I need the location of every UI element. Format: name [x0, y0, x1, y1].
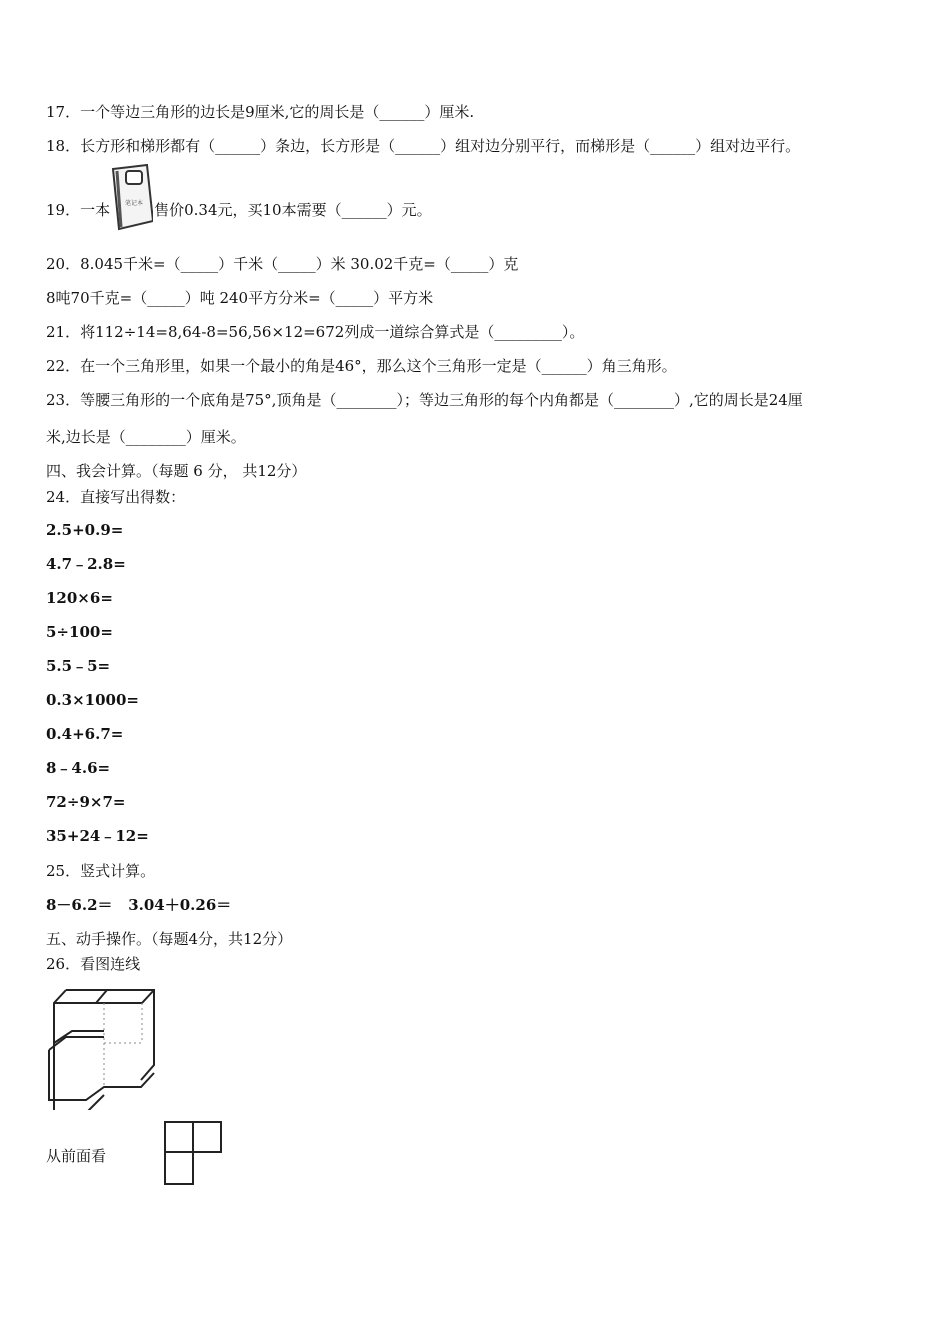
- calc-item: 0.3×1000=: [46, 691, 139, 709]
- question-24: 24．直接写出得数：: [46, 488, 186, 506]
- section-4-title: 四、我会计算。（每题 6 分， 共12分）: [46, 462, 307, 480]
- question-23-line1: 23．等腰三角形的一个底角是75°,顶角是（________）；等边三角形的每个内角都是（________）,它的周长是24厘: [46, 391, 803, 409]
- calc-item: 72÷9×7=: [46, 793, 126, 811]
- question-25-expressions: 8－6.2＝ 3.04＋0.26＝: [46, 896, 232, 914]
- question-21: 21．将112÷14=8,64-8=56,56×12=672列成一道综合算式是（_________）。: [46, 323, 585, 341]
- notebook-icon: [109, 163, 153, 233]
- calc-item: 4.7﹣2.8=: [46, 555, 126, 573]
- question-25: 25．竖式计算。: [46, 862, 156, 880]
- question-17: 17．一个等边三角形的边长是9厘米,它的周长是（______）厘米.: [46, 103, 475, 121]
- question-23-line2: 米,边长是（________）厘米。: [46, 428, 246, 446]
- question-20-line1: 20．8.045千米=（_____）千米（_____）米 30.02千克=（_____）克: [46, 255, 519, 273]
- notebook-label: 笔记本: [125, 200, 144, 207]
- question-19-start: 19．一本: [46, 201, 111, 219]
- calc-item: 5.5﹣5=: [46, 657, 111, 675]
- notebook-image: [110, 195, 154, 215]
- calc-item: 35+24﹣12=: [46, 827, 149, 845]
- front-view-figure: [163, 1120, 223, 1190]
- question-22: 22．在一个三角形里，如果一个最小的角是46°，那么这个三角形一定是（______）角三角形。: [46, 357, 677, 375]
- question-26: 26．看图连线: [46, 955, 141, 973]
- question-19: [46, 195, 432, 220]
- cube-stack-figure: [44, 985, 164, 1110]
- question-19-end: 售价0.34元，买10本需要（______）元。: [154, 201, 432, 219]
- question-20-line2: 8吨70千克=（_____）吨 240平方分米=（_____）平方米: [46, 289, 434, 307]
- calc-item: 2.5+0.9=: [46, 521, 124, 539]
- calc-item: 8﹣4.6=: [46, 759, 111, 777]
- front-view-label: 从前面看: [46, 1147, 107, 1165]
- section-5-title: 五、动手操作。（每题4分，共12分）: [46, 930, 293, 948]
- calc-item: 120×6=: [46, 589, 113, 607]
- question-18: 18．长方形和梯形都有（______）条边，长方形是（______）组对边分别平行，而梯形是（______）组对边平行。: [46, 137, 801, 155]
- calc-item: 5÷100=: [46, 623, 113, 641]
- calc-item: 0.4+6.7=: [46, 725, 124, 743]
